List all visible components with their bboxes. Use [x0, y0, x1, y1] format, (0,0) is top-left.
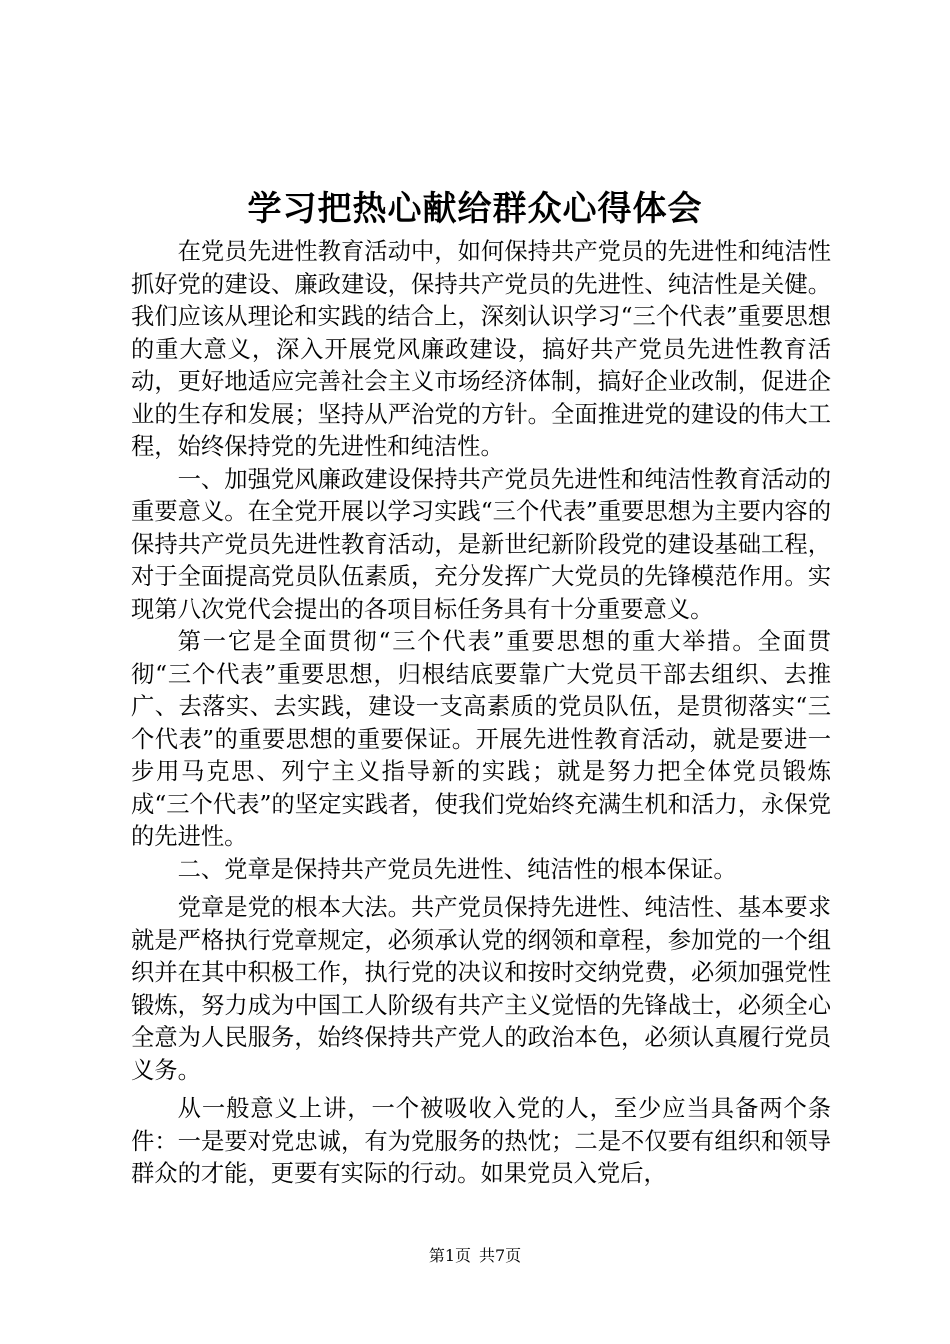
paragraph-general-meaning: 从一般意义上讲，一个被吸收入党的人，至少应当具备两个条件：一是要对党忠诚，有为党服务的热忱；二是不仅要有组织和领导群众的才能，更要有实际的行动。如果党员入党后，: [131, 1095, 831, 1187]
page-footer: [0, 1245, 950, 1267]
page-number: 第1页: [428, 1246, 471, 1265]
paragraph-first-point: 第一它是全面贯彻“三个代表”重要思想的重大举措。全面贯彻“三个代表”重要思想，归根结底要靠广大党员干部去组织、去推广、去落实、去实践，建设一支高素质的党员队伍，是贯彻落实“三个代表”的重要思想的重要保证。开展先进性教育活动，就是要进一步用马克思、列宁主义指导新的实践；就是努力把全体党员锻炼成“三个代表”的坚定实践者，使我们党始终充满生机和活力，永保党的先进性。: [131, 628, 831, 850]
paragraph-intro: 在党员先进性教育活动中，如何保持共产党员的先进性和纯洁性抓好党的建设、廉政建设，保持共产党员的先进性、纯洁性是关健。我们应该从理论和实践的结合上，深刻认识学习“三个代表”重要思想的重大意义，深入开展党风廉政建设，搞好共产党员先进性教育活动，更好地适应完善社会主义市场经济体制，搞好企业改制，促进企业的生存和发展；坚持从严治党的方针。全面推进党的建设的伟大工程，始终保持党的先进性和纯洁性。: [131, 238, 831, 460]
document-body: [131, 236, 831, 1191]
paragraph-party-constitution: 党章是党的根本大法。共产党员保持先进性、纯洁性、基本要求就是严格执行党章规定，必须承认党的纲领和章程，参加党的一个组织并在其中积极工作，执行党的决议和按时交纳党费，必须加强党性锻炼，努力成为中国工人阶级有共产主义觉悟的先锋战士，必须全心全意为人民服务，始终保持共产党人的政治本色，必须认真履行党员义务。: [131, 894, 831, 1084]
document-title: 学习把热心献给群众心得体会: [247, 189, 703, 229]
paragraph-section-one: 一、加强党风廉政建设保持共产党员先进性和纯洁性教育活动的重要意义。在全党开展以学习实践“三个代表”重要思想为主要内容的保持共产党员先进性教育活动，是新世纪新阶段党的建设基础工程，对于全面提高党员队伍素质，充分发挥广大党员的先锋模范作用。实现第八次党代会提出的各项目标任务具有十分重要意义。: [131, 465, 831, 623]
page-total: 共7页: [479, 1246, 522, 1265]
paragraph-section-two: 二、党章是保持共产党员先进性、纯洁性的根本保证。: [177, 855, 737, 883]
